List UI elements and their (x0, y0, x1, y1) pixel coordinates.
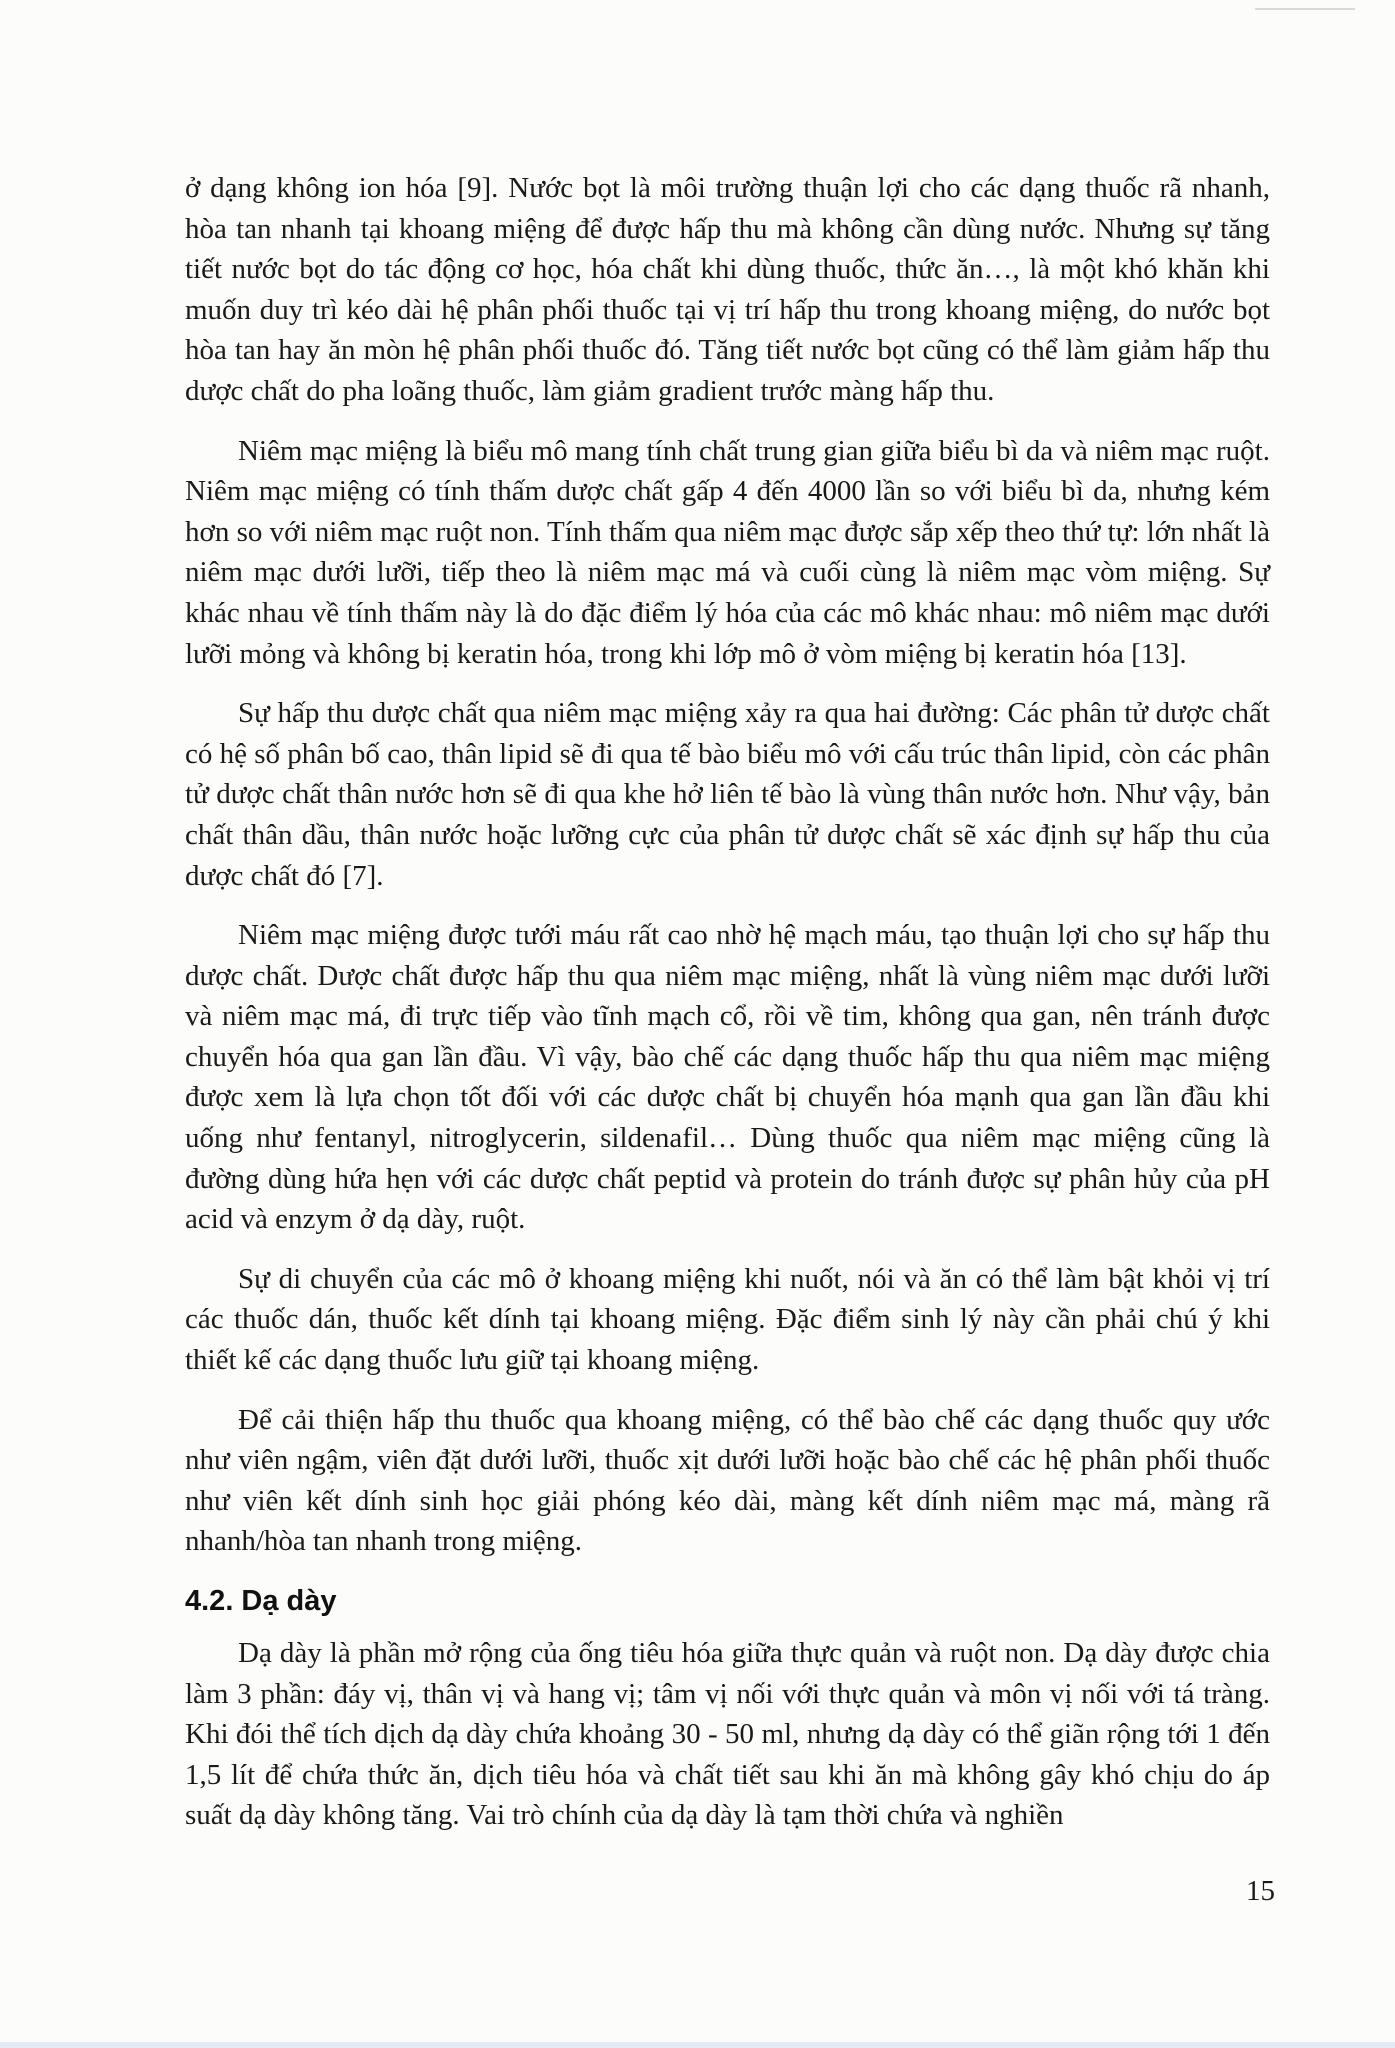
paragraph-stomach: Dạ dày là phần mở rộng của ống tiêu hóa giữa thực quản và ruột non. Dạ dày được chia làm 3 phần: đáy vị, thân vị và hang vị; tâm vị nối với thực quản và môn vị nối với tá tràng. Khi đói thể tích dịch dạ dày chứa khoảng 30 - 50 ml, nhưng dạ dày có thể giãn rộng tới 1 đến 1,5 lít để chứa thức ăn, dịch tiêu hóa và chất tiết sau khi ăn mà không gây khó chịu do áp suất dạ dày không tăng. Vai trò chính của dạ dày là tạm thời chứa và nghiền (185, 1637, 1270, 1832)
paragraph-oral-mucosa-permeability: Niêm mạc miệng là biểu mô mang tính chất trung gian giữa biểu bì da và niêm mạc ruột. Niêm mạc miệng có tính thấm dược chất gấp 4 đến 4000 lần so với biểu bì da, nhưng kém hơn so với niêm mạc ruột non. Tính thấm qua niêm mạc được sắp xếp theo thứ tự: lớn nhất là niêm mạc dưới lưỡi, tiếp theo là niêm mạc má và cuối cùng là niêm mạc vòm miệng. Sự khác nhau về tính thấm này là do đặc điểm lý hóa của các mô khác nhau: mô niêm mạc dưới lưỡi mỏng và không bị keratin hóa, trong khi lớp mô ở vòm miệng bị keratin hóa [13]. (185, 434, 1270, 670)
paragraph-absorption-pathways: Sự hấp thu dược chất qua niêm mạc miệng xảy ra qua hai đường: Các phân tử dược chất có hệ số phân bố cao, thân lipid sẽ đi qua tế bào biểu mô với cấu trúc thân lipid, còn các phân tử dược chất thân nước hơn sẽ đi qua khe hở liên tế bào là vùng thân nước hơn. Như vậy, bản chất thân dầu, thân nước hoặc lưỡng cực của phân tử dược chất sẽ xác định sự hấp thu của dược chất đó [7]. (185, 697, 1270, 892)
paragraph-improving-absorption: Để cải thiện hấp thu thuốc qua khoang miệng, có thể bào chế các dạng thuốc quy ước như viên ngậm, viên đặt dưới lưỡi, thuốc xịt dưới lưỡi hoặc bào chế các hệ phân phối thuốc như viên kết dính sinh học giải phóng kéo dài, màng kết dính niêm mạc má, màng rã nhanh/hòa tan nhanh trong miệng. (185, 1403, 1270, 1558)
bottom-edge (0, 2042, 1395, 2048)
header-rule (1255, 8, 1355, 10)
section-heading: 4.2. Dạ dày (185, 1585, 337, 1617)
paragraph-continuation: ở dạng không ion hóa [9]. Nước bọt là môi trường thuận lợi cho các dạng thuốc rã nhanh, hòa tan nhanh tại khoang miệng để được hấp thu mà không cần dùng nước. Nhưng sự tăng tiết nước bọt do tác động cơ học, hóa chất khi dùng thuốc, thức ăn…, là một khó khăn khi muốn duy trì kéo dài hệ phân phối thuốc tại vị trí hấp thu trong khoang miệng, do nước bọt hòa tan hay ăn mòn hệ phân phối thuốc đó. Tăng tiết nước bọt cũng có thể làm giảm hấp thu dược chất do pha loãng thuốc, làm giảm gradient trước màng hấp thu. (185, 172, 1270, 407)
page-number: 15 (1246, 1875, 1275, 1907)
page-body (185, 168, 1270, 1855)
paragraph-blood-supply: Niêm mạc miệng được tưới máu rất cao nhờ hệ mạch máu, tạo thuận lợi cho sự hấp thu dược chất. Dược chất được hấp thu qua niêm mạc miệng, nhất là vùng niêm mạc dưới lưỡi và niêm mạc má, đi trực tiếp vào tĩnh mạch cổ, rồi về tim, không qua gan, nên tránh được chuyển hóa qua gan lần đầu. Vì vậy, bào chế các dạng thuốc hấp thu qua niêm mạc miệng được xem là lựa chọn tốt đối với các dược chất bị chuyển hóa mạnh qua gan lần đầu khi uống như fentanyl, nitroglycerin, sildenafil… Dùng thuốc qua niêm mạc miệng cũng là đường dùng hứa hẹn với các dược chất peptid và protein do tránh được sự phân hủy của pH acid và enzym ở dạ dày, ruột. (185, 919, 1270, 1236)
paragraph-tissue-movement: Sự di chuyển của các mô ở khoang miệng khi nuốt, nói và ăn có thể làm bật khỏi vị trí các thuốc dán, thuốc kết dính tại khoang miệng. Đặc điểm sinh lý này cần phải chú ý khi thiết kế các dạng thuốc lưu giữ tại khoang miệng. (185, 1262, 1270, 1377)
